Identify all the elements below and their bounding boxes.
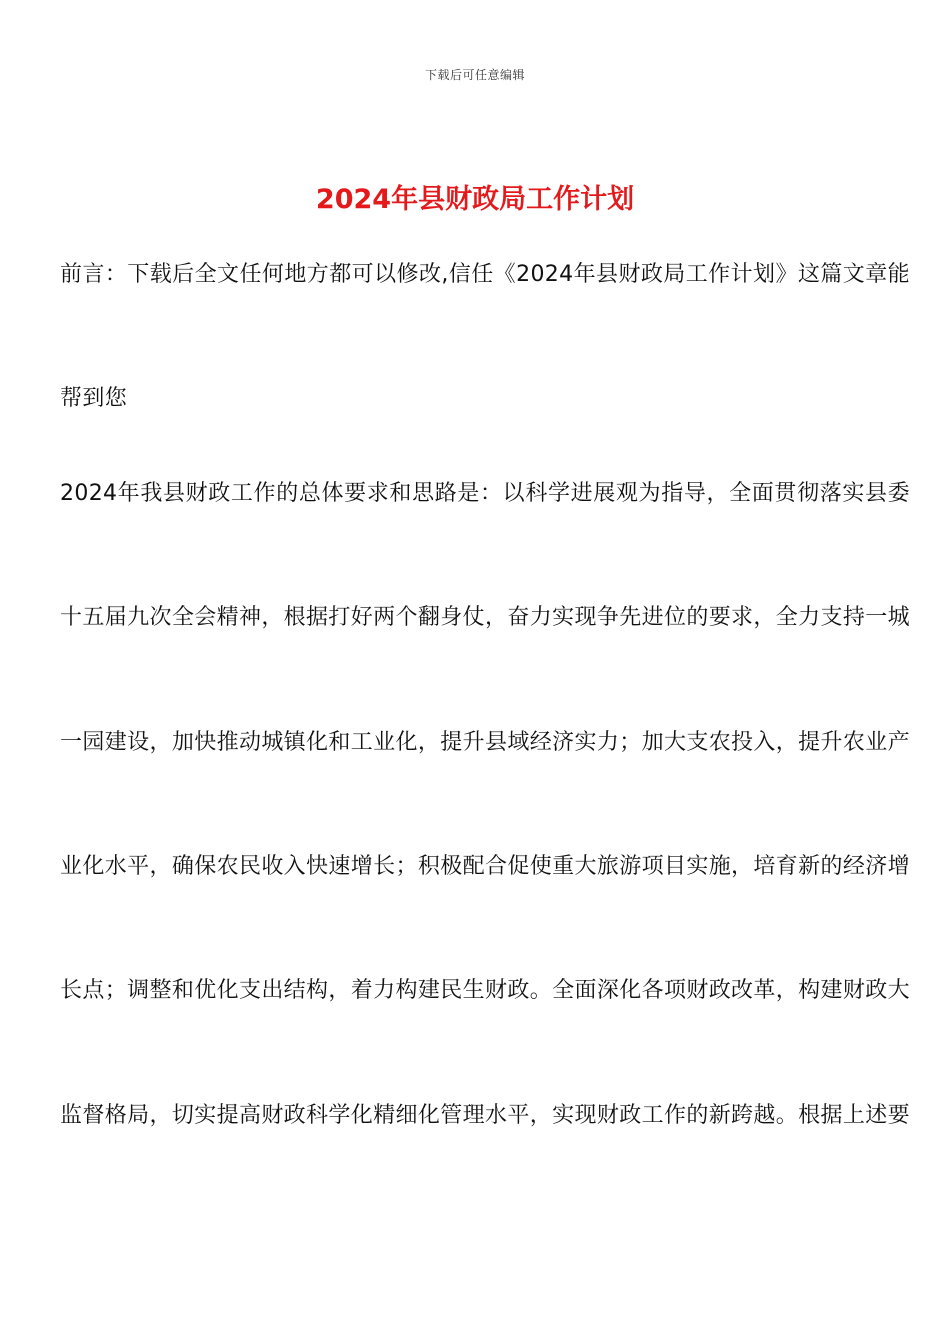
document-title: 2024年县财政局工作计划 [315,184,635,215]
body-line-preface: 前言：下载后全文任何地方都可以修改,信任《2024年县财政局工作计划》这篇文章能 [60,262,910,287]
body-line: 长点；调整和优化支出结构，着力构建民生财政。全面深化各项财政改革，构建财政大 [60,978,910,1003]
header-note: 下载后可任意编辑 [424,68,525,82]
body-line: 业化水平，确保农民收入快速增长；积极配合促使重大旅游项目实施，培育新的经济增 [60,854,910,879]
body-line-preface-end: 帮到您 [60,386,128,411]
body-line: 一园建设，加快推动城镇化和工业化，提升县域经济实力；加大支农投入，提升农业产 [60,730,910,755]
body-line: 2024年我县财政工作的总体要求和思路是：以科学进展观为指导，全面贯彻落实县委 [60,481,910,506]
body-line: 十五届九次全会精神，根据打好两个翻身仗，奋力实现争先进位的要求，全力支持一城 [60,605,910,630]
body-line: 监督格局，切实提高财政科学化精细化管理水平，实现财政工作的新跨越。根据上述要 [60,1103,910,1128]
